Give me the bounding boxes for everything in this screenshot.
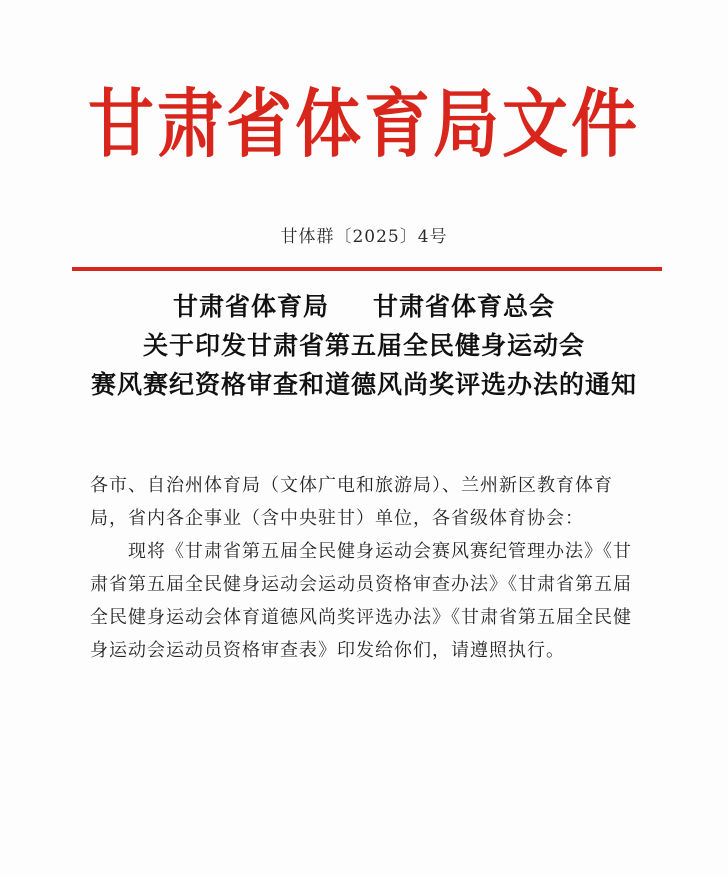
notice-title-issuers <box>0 287 728 326</box>
red-divider-line <box>72 267 662 271</box>
body-paragraph-1: 现将《甘肃省第五届全民健身运动会赛风赛纪管理办法》《甘肃省第五届全民健身运动会运动员资格审查办法》《甘肃省第五届全民健身运动会体育道德风尚奖评选办法》《甘肃省第五届全民健身运动会运动员资格审查表》印发给你们，请遵照执行。 <box>90 541 632 661</box>
issuer-sports-federation: 甘肃省体育总会 <box>373 292 556 321</box>
document-number: 甘体群〔2025〕4号 <box>280 227 448 247</box>
notice-title-line-3: 赛风赛纪资格审查和道德风尚奖评选办法的通知 <box>90 370 637 399</box>
notice-title-line-2: 关于印发甘肃省第五届全民健身运动会 <box>142 331 585 360</box>
issuer-sports-bureau: 甘肃省体育局 <box>172 292 329 321</box>
masthead-title: 甘肃省体育局文件 <box>88 81 640 168</box>
notice-title <box>0 287 728 404</box>
addressees-paragraph: 各市、自治州体育局（文体广电和旅游局）、兰州新区教育体育局，省内各企事业（含中央驻甘）单位，各省级体育协会： <box>90 475 613 529</box>
document-body <box>90 469 650 667</box>
